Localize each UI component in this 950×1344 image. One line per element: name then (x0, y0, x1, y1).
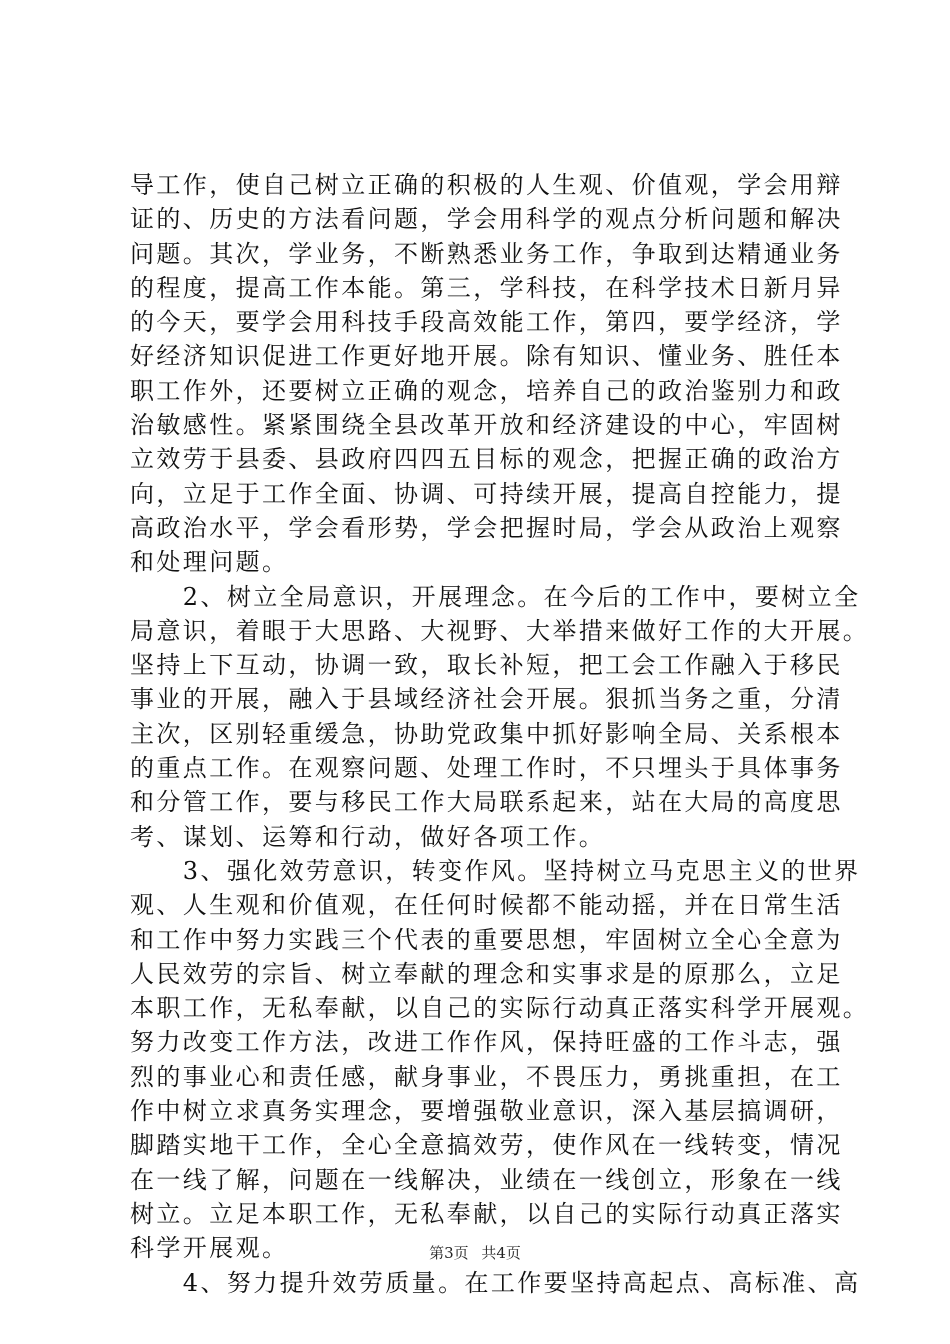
text-line: 和分管工作，要与移民工作大局联系起来，站在大局的高度思 (130, 788, 843, 817)
text-line: 脚踏实地干工作，全心全意搞效劳，使作风在一线转变，情况 (130, 1131, 843, 1160)
page-current: 第3页 (429, 1244, 469, 1262)
text-line: 高政治水平，学会看形势，学会把握时局，学会从政治上观察 (130, 513, 843, 542)
text-line: 坚持上下互动，协调一致，取长补短，把工会工作融入于移民 (130, 651, 843, 680)
text-line: 在一线了解，问题在一线解决，业绩在一线创立，形象在一线 (130, 1165, 843, 1194)
text-line: 的重点工作。在观察问题、处理工作时，不只埋头于具体事务 (130, 754, 843, 783)
text-line: 向，立足于工作全面、协调、可持续开展，提高自控能力，提 (130, 479, 843, 508)
text-line: 证的、历史的方法看问题，学会用科学的观点分析问题和解决 (130, 205, 843, 234)
text-line: 的今天，要学会用科技手段高效能工作，第四，要学经济，学 (130, 308, 843, 337)
text-line: 作中树立求真务实理念，要增强敬业意识，深入基层搞调研， (130, 1097, 843, 1126)
text-line: 人民效劳的宗旨、树立奉献的理念和实事求是的原那么，立足 (130, 959, 843, 988)
text-line: 事业的开展，融入于县域经济社会开展。狠抓当务之重，分清 (130, 685, 843, 714)
text-line: 问题。其次，学业务，不断熟悉业务工作，争取到达精通业务 (130, 239, 843, 268)
text-line: 努力改变工作方法，改进工作作风，保持旺盛的工作斗志，强 (130, 1028, 843, 1057)
text-line: 4、努力提升效劳质量。在工作要坚持高起点、高标准、高 (130, 1268, 861, 1297)
page-total: 共4页 (481, 1244, 521, 1262)
text-line: 3、强化效劳意识，转变作风。坚持树立马克思主义的世界 (130, 856, 861, 885)
text-line: 主次，区别轻重缓急，协助党政集中抓好影响全局、关系根本 (130, 719, 843, 748)
text-line: 考、谋划、运筹和行动，做好各项工作。 (130, 822, 606, 851)
text-line: 观、人生观和价值观，在任何时候都不能动摇，并在日常生活 (130, 891, 843, 920)
text-line: 烈的事业心和责任感，献身事业，不畏压力，勇挑重担，在工 (130, 1062, 843, 1091)
text-line: 树立。立足本职工作，无私奉献，以自己的实际行动真正落实 (130, 1199, 843, 1228)
text-line: 和工作中努力实践三个代表的重要思想，牢固树立全心全意为 (130, 925, 843, 954)
text-line: 和处理问题。 (130, 548, 289, 577)
text-line: 立效劳于县委、县政府四四五目标的观念，把握正确的政治方 (130, 445, 843, 474)
page-footer (0, 1242, 950, 1263)
text-line: 本职工作，无私奉献，以自己的实际行动真正落实科学开展观。 (130, 994, 870, 1023)
text-line: 好经济知识促进工作更好地开展。除有知识、懂业务、胜任本 (130, 342, 843, 371)
text-line: 导工作，使自己树立正确的积极的人生观、价值观，学会用辩 (130, 171, 843, 199)
text-line: 的程度，提高工作本能。第三，学科技，在科学技术日新月异 (130, 273, 843, 302)
text-line: 职工作外，还要树立正确的观念，培养自己的政治鉴别力和政 (130, 376, 843, 405)
document-body (130, 168, 870, 1300)
text-line: 治敏感性。紧紧围绕全县改革开放和经济建设的中心，牢固树 (130, 411, 843, 440)
text-line: 局意识，着眼于大思路、大视野、大举措来做好工作的大开展。 (130, 616, 870, 645)
text-line: 科学开展观。 (130, 1234, 289, 1263)
text-line: 2、树立全局意识，开展理念。在今后的工作中，要树立全 (130, 582, 861, 611)
